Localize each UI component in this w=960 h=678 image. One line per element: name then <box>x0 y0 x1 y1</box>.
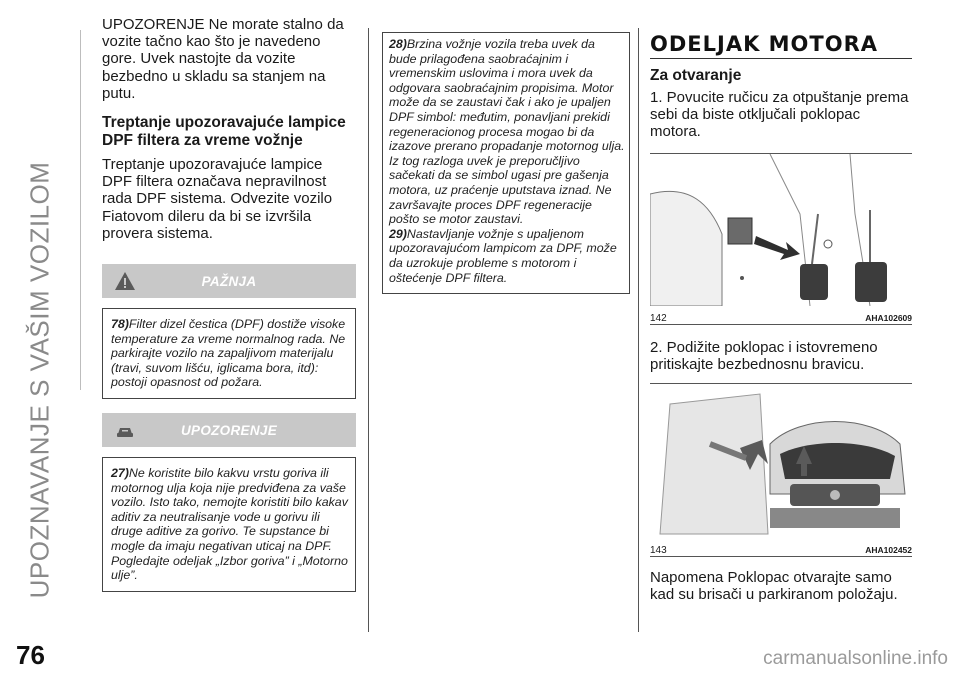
notes-box <box>382 32 630 294</box>
sub-title: Za otvaranje <box>650 67 742 84</box>
figure-142-caption <box>650 311 912 327</box>
column-divider <box>368 28 369 632</box>
warning-ref: 78) <box>111 317 129 332</box>
note-29-text: Nastavljanje vožnje s upaljenom upozoravajućom lampicom za DPF, može da uzrokuje probleme s motorom i oštećenje DPF filtera. <box>389 226 617 285</box>
page-number: 76 <box>16 640 45 670</box>
note-29-ref: 29) <box>389 226 407 241</box>
note-28-ref: 28) <box>389 37 407 51</box>
caution-bar <box>102 413 356 447</box>
intro-paragraph: UPOZORENJE Ne morate stalno da vozite tačno kao što je navedeno gore. Uvek nastojte da vozite bezbedno u skladu sa stanjem na putu. <box>102 16 344 102</box>
warning-box <box>102 308 356 399</box>
dpf-heading: Treptanje upozoravajuće lampice DPF filtera za vreme vožnje <box>102 114 346 150</box>
column-right <box>650 32 912 603</box>
figure-number: 143 <box>650 545 667 557</box>
figure-number: 142 <box>650 312 667 324</box>
warning-bar <box>102 264 356 298</box>
caution-title: UPOZORENJE <box>180 423 278 438</box>
figure-142 <box>650 153 912 325</box>
column-divider <box>638 28 639 632</box>
figure-code: AHA102609 <box>865 312 912 323</box>
figure-143-caption <box>650 543 912 559</box>
warning-text: Filter dizel čestica (DPF) dostiže visoke temperature za vreme normalnog rada. Ne parkirajte vozilo na zapaljivom materijalu (travi, suvom lišću, iglicama bora, itd): postoji opasnost od požara. <box>111 317 346 390</box>
column-middle <box>382 37 630 294</box>
hood-note: Napomena Poklopac otvarajte samo kad su brisači u parkiranom položaju. <box>650 569 898 604</box>
caution-ref: 27) <box>111 466 129 480</box>
hood-open-illustration <box>650 384 912 538</box>
caution-text: Ne koristite bilo kakvu vrstu goriva ili motornog ulja koja nije predviđena za vaše vozilo. Isto tako, nemojte koristiti bilo kakav aditiv za neutralisanje vode u gorivu ili druge aditive za gorivo. Te supstance bi mogle da imaju negativan uticaj na DPF. Pogledajte odeljak „Izbor goriva” i „Motorno ulje”. <box>111 466 348 583</box>
watermark: carmanualsonline.info <box>763 648 948 669</box>
hood-release-illustration <box>650 154 912 306</box>
section-title: ODELJAK MOTORA <box>650 32 912 59</box>
caution-box <box>102 457 356 592</box>
figure-143 <box>650 383 912 557</box>
note-28-text: Brzina vožnje vozila treba uvek da bude prilagođena saobraćajnim i vremenskim uslovima i mora uvek da odgovara saobraćajnim propisima. Motor može da se zaustavi čak i ako je upaljen DPF simbol: međutim, ponavljani prekidi regeneracionog procesa mogao bi da izazove prerano propadanje motornog ulja. Iz tog razloga uvek je preporučljivo sačekati da se simbol ugasi pre gašenja motora, uz praćenje uputstava iznad. Ne završavajte proces DPF regeneracije pošto se motor zaustavi. <box>389 37 625 227</box>
step-1: 1. Povucite ručicu za otpuštanje prema sebi da biste otključali poklopac motora. <box>650 89 909 141</box>
figure-code: AHA102452 <box>865 545 912 556</box>
warning-title: PAŽNJA <box>201 274 257 290</box>
dpf-paragraph: Treptanje upozoravajuće lampice DPF filtera označava nepravilnost rada DPF sistema. Odvezite vozilo Fiatovom dileru da bi se izvršila provera sistema. <box>102 156 333 242</box>
chapter-sidebar <box>0 0 78 600</box>
column-left <box>102 16 356 592</box>
chapter-title: UPOZNAVANJE S VAŠIM VOZILOM <box>24 161 55 599</box>
sidebar-divider <box>80 30 81 390</box>
step-2: 2. Podižite poklopac i istovremeno pritiskajte bezbednosnu bravicu. <box>650 338 878 373</box>
